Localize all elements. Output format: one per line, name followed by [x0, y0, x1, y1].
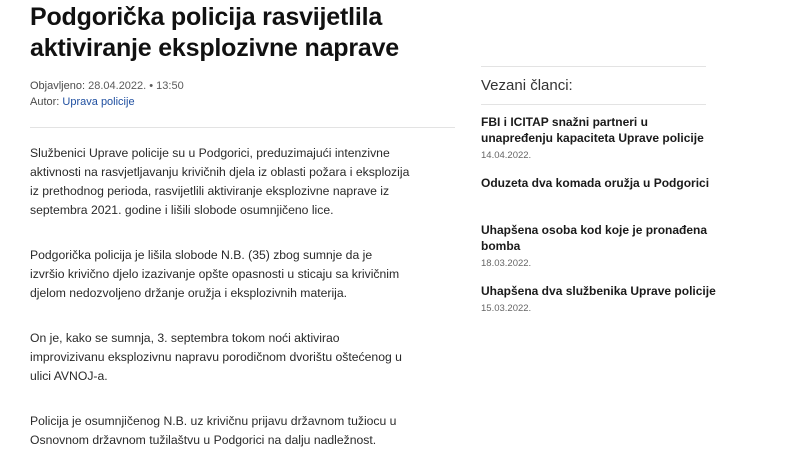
related-article-date: 14.04.2022. [481, 150, 532, 161]
article-title: Podgorička policija rasvijetlila aktiviranje eksplozivne naprave [30, 3, 399, 62]
related-article-date: 18.03.2022. [481, 258, 532, 269]
published-value: 28.04.2022. • 13:50 [88, 80, 184, 92]
author-label: Autor: [30, 96, 60, 108]
related-article-title[interactable]: Uhapšena osoba kod koje je pronađena bomba [481, 223, 708, 253]
related-article-item[interactable] [481, 283, 716, 316]
related-article-title[interactable]: Oduzeta dva komada oružja u Podgorici [481, 176, 710, 190]
article-paragraph: On je, kako se sumnja, 3. septembra tokom noći aktivirao improvizivanu eksplozivnu napravu porodičnom dvorištu oštećenog u ulici AVNOJ-a. [30, 331, 402, 383]
article-paragraph: Podgorička policija je lišila slobode N.B. (35) zbog sumnje da je izvršio krivično djelo izazivanje opšte opasnosti u sticaju sa krivičnim djelom nedozvoljeno držanje oružja i eksplozivnih materija. [30, 248, 400, 300]
article-body [30, 144, 410, 476]
sidebar-top-divider [481, 66, 706, 67]
meta-divider [30, 127, 455, 128]
sidebar-heading-divider [481, 104, 706, 105]
related-article-item[interactable] [481, 114, 716, 163]
related-article-item[interactable] [481, 222, 716, 271]
article-paragraph: Policija je osumnjičenog N.B. uz krivičnu prijavu državnom tužiocu u Osnovnom državnom tužilaštvu u Podgorici na dalju nadležnost. [30, 414, 397, 447]
related-article-title[interactable]: Uhapšena dva službenika Uprave policije [481, 284, 716, 298]
related-article-title[interactable]: FBI i ICITAP snažni partneri u unapređenju kapaciteta Uprave policije [481, 115, 704, 145]
article-paragraph: Službenici Uprave policije su u Podgorici, preduzimajući intenzivne aktivnosti na rasvjetljavanju krivičnih djela iz oblasti požara i eksplozija iz prethodnog perioda, rasvijetlili aktiviranje eksplozivne naprave iz septembra 2021. godine i lišili slobode osumnjičeno lice. [30, 146, 410, 217]
related-article-date: 15.03.2022. [481, 303, 532, 314]
author-row [30, 94, 184, 110]
related-article-item[interactable] [481, 175, 716, 191]
article-meta [30, 78, 184, 110]
published-label: Objavljeno: [30, 80, 86, 92]
related-articles-heading: Vezani članci: [481, 77, 573, 94]
published-row [30, 78, 184, 94]
author-link[interactable]: Uprava policije [62, 96, 135, 108]
